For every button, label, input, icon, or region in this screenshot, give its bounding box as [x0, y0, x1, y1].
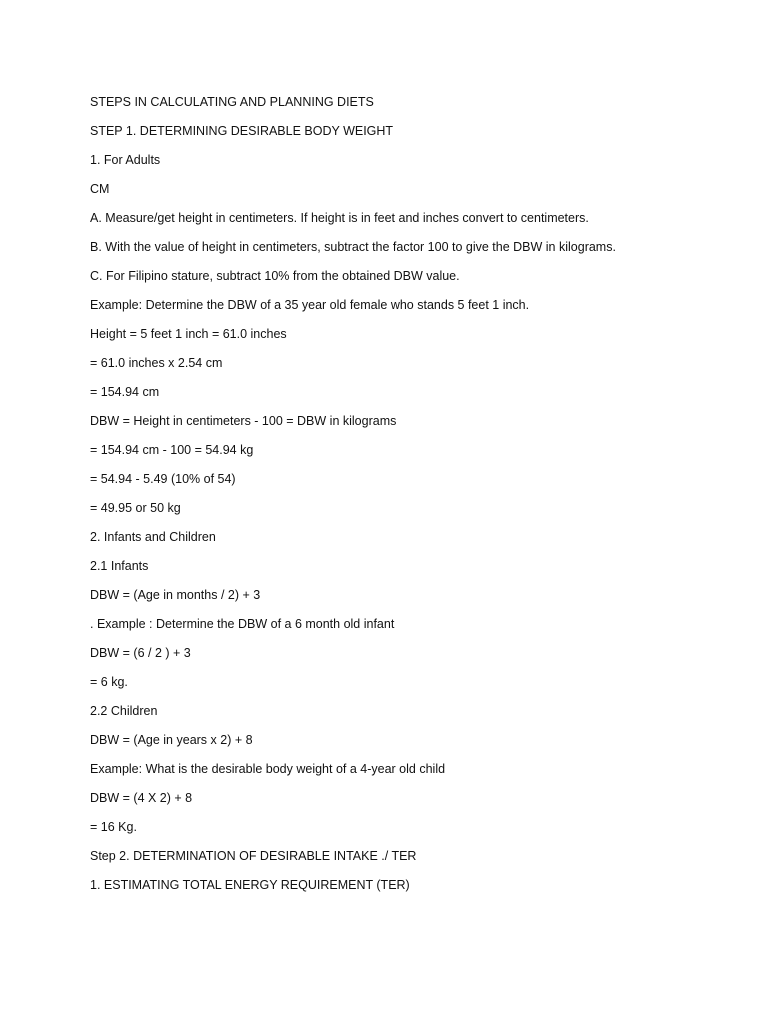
- text-line: C. For Filipino stature, subtract 10% from the obtained DBW value.: [90, 269, 460, 283]
- step-2-heading: Step 2. DETERMINATION OF DESIRABLE INTAKE ./ TER: [90, 849, 417, 863]
- example-line: Example: What is the desirable body weight of a 4-year old child: [90, 762, 446, 776]
- calculation-line: DBW = (6 / 2 ) + 3: [90, 646, 191, 660]
- subsection-children-heading: 2.2 Children: [90, 704, 158, 718]
- calculation-line: = 54.94 - 5.49 (10% of 54): [90, 472, 236, 486]
- formula-line: DBW = Height in centimeters - 100 = DBW in kilograms: [90, 414, 397, 428]
- example-line: . Example : Determine the DBW of a 6 month old infant: [90, 617, 395, 631]
- section-ter-heading: 1. ESTIMATING TOTAL ENERGY REQUIREMENT (TER): [90, 878, 410, 892]
- document-body: [90, 88, 710, 900]
- formula-line: DBW = (Age in months / 2) + 3: [90, 588, 261, 602]
- calculation-line: = 6 kg.: [90, 675, 128, 689]
- calculation-line: DBW = (4 X 2) + 8: [90, 791, 193, 805]
- calculation-line: = 49.95 or 50 kg: [90, 501, 181, 515]
- calculation-line: = 16 Kg.: [90, 820, 137, 834]
- subsection-infants-heading: 2.1 Infants: [90, 559, 149, 573]
- document-title: STEPS IN CALCULATING AND PLANNING DIETS: [90, 95, 374, 109]
- text-line: B. With the value of height in centimeters, subtract the factor 100 to give the DBW in kilograms.: [90, 240, 616, 254]
- calculation-line: = 154.94 cm: [90, 385, 160, 399]
- section-infants-children-heading: 2. Infants and Children: [90, 530, 216, 544]
- calculation-line: = 61.0 inches x 2.54 cm: [90, 356, 223, 370]
- text-line: CM: [90, 182, 110, 196]
- text-line: A. Measure/get height in centimeters. If height is in feet and inches convert to centimeters.: [90, 211, 589, 225]
- step-1-heading: STEP 1. DETERMINING DESIRABLE BODY WEIGHT: [90, 124, 394, 138]
- calculation-line: = 154.94 cm - 100 = 54.94 kg: [90, 443, 254, 457]
- section-adults-heading: 1. For Adults: [90, 153, 161, 167]
- calculation-line: Height = 5 feet 1 inch = 61.0 inches: [90, 327, 287, 341]
- formula-line: DBW = (Age in years x 2) + 8: [90, 733, 253, 747]
- example-line: Example: Determine the DBW of a 35 year old female who stands 5 feet 1 inch.: [90, 298, 530, 312]
